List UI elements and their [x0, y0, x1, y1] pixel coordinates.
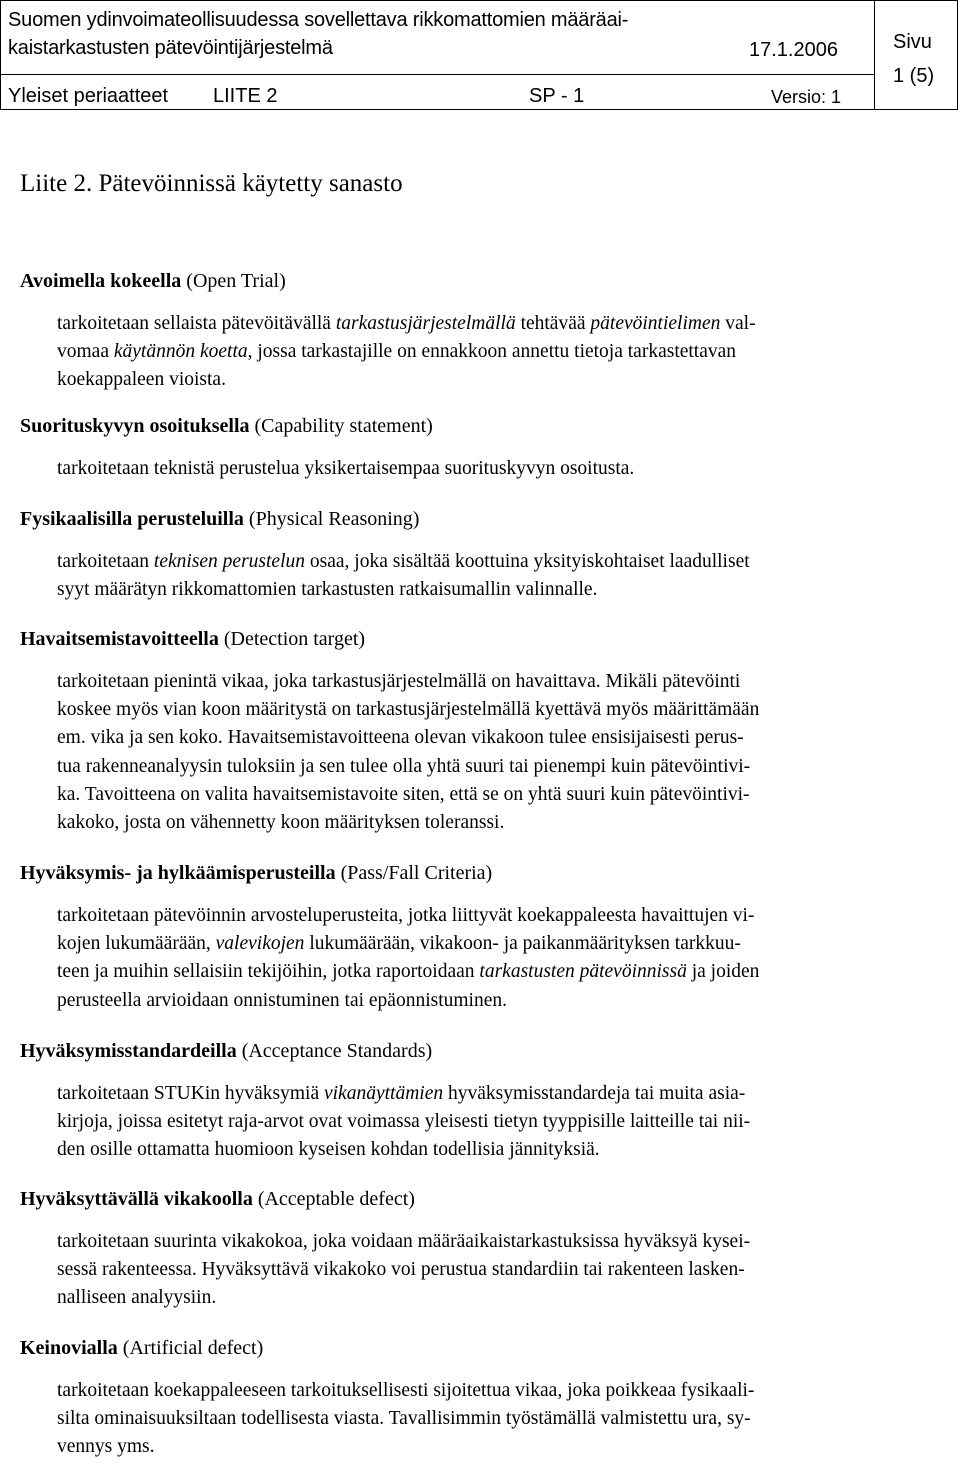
definition-text: tarkoitetaan teknistä perustelua yksikertaisempaa suorituskyvyn osoitusta.	[57, 458, 635, 479]
header-date: 17.1.2006	[749, 39, 838, 61]
glossary-term-english: (Open Trial)	[181, 270, 286, 292]
definition-line	[57, 958, 937, 986]
header-section: Yleiset periaatteet	[8, 85, 169, 107]
glossary-definition	[57, 1080, 937, 1165]
glossary-definition	[57, 455, 937, 483]
definition-text: teen ja muihin sellaisiin tekijöihin, jotka raportoidaan	[57, 961, 480, 983]
definition-line	[57, 455, 937, 483]
definition-text: osaa, joka sisältää koottuina yksityiskohtaiset laadulliset	[305, 551, 750, 572]
definition-text: ja joiden	[686, 961, 760, 983]
glossary-definition	[57, 902, 937, 1015]
definition-text: tehtävää	[515, 313, 591, 334]
definition-line	[57, 902, 937, 930]
header-title-line1: Suomen ydinvoimateollisuudessa sovellettava rikkomattomien määräai-	[8, 9, 629, 31]
glossary-term-english: (Pass/Fall Criteria)	[335, 862, 493, 884]
glossary-term	[20, 862, 492, 885]
header-right-cell	[874, 1, 957, 109]
definition-text: sessä rakenteessa. Hyväksyttävä vikakoko voi perustua standardiin tai rakenteen lasken-	[57, 1259, 745, 1281]
italic-term: vikanäyttämien	[323, 1083, 444, 1104]
definition-line	[57, 1136, 937, 1164]
glossary-definition	[57, 1377, 937, 1462]
glossary-term-english: (Artificial defect)	[117, 1337, 264, 1359]
glossary-term	[20, 1188, 415, 1211]
definition-text: ka. Tavoitteena on valita havaitsemistavoite siten, että se on yhtä suuri kuin pätevöintivi-	[57, 783, 750, 805]
italic-term: tarkastusjärjestelmällä	[335, 313, 516, 334]
glossary-term	[20, 508, 419, 531]
definition-text: vomaa	[57, 341, 114, 363]
glossary-definition	[57, 548, 937, 604]
glossary-definition	[57, 668, 937, 837]
italic-term: tarkastusten pätevöinnissä	[479, 961, 687, 983]
header-title-line2: kaistarkastusten pätevöintijärjestelmä	[8, 37, 333, 59]
definition-line	[57, 310, 937, 338]
definition-line	[57, 576, 937, 604]
italic-term: käytännön koetta	[113, 341, 248, 363]
definition-text: kakoko, josta on vähennetty koon määrityksen toleranssi.	[57, 812, 505, 834]
glossary-term	[20, 628, 365, 651]
glossary-term-english: (Detection target)	[218, 628, 366, 650]
glossary-term-english: (Acceptable defect)	[252, 1188, 415, 1210]
header-left-cell	[1, 1, 875, 109]
definition-line	[57, 338, 937, 366]
definition-text: kirjoja, joissa esitetyt raja-arvot ovat voimassa yleisesti tietyn tyyppisille laitteille tai nii-	[57, 1111, 751, 1133]
definition-text: perusteella arvioidaan onnistuminen tai epäonnistuminen.	[57, 989, 508, 1011]
definition-text: hyväksymisstandardeja tai muita asia-	[443, 1083, 746, 1104]
glossary-term	[20, 270, 286, 293]
definition-text: nalliseen analyysiin.	[57, 1287, 217, 1309]
glossary-term-name: Avoimella kokeella	[20, 270, 182, 292]
definition-text: tua rakenneanalyysin tuloksiin ja sen tulee olla yhtä suuri tai pienempi kuin pätevöintivi-	[57, 755, 751, 777]
glossary-definition	[57, 310, 937, 395]
definition-text: silta ominaisuuksiltaan todellisesta viasta. Tavallisimmin työstämällä valmistettu ura, sy-	[57, 1408, 751, 1430]
italic-term: pätevöintielimen	[590, 313, 721, 334]
glossary-term	[20, 1337, 263, 1360]
definition-line	[57, 366, 937, 394]
definition-text: kojen lukumäärään,	[57, 933, 216, 955]
definition-text: koskee myös vian koon määritystä on tarkastusjärjestelmällä kyettävä myös määrittämään	[57, 699, 760, 721]
definition-line	[57, 809, 937, 837]
definition-text: tarkoitetaan pienintä vikaa, joka tarkastusjärjestelmällä on havaittava. Mikäli pätevöinti	[57, 671, 741, 692]
definition-text: tarkoitetaan suurinta vikakokoa, joka voidaan määräaikaistarkastuksissa hyväksyä kysei-	[57, 1231, 751, 1252]
glossary-term-english: (Capability statement)	[249, 415, 433, 437]
definition-text: val-	[720, 313, 756, 334]
glossary-term-name: Hyväksymis- ja hylkäämisperusteilla	[20, 862, 336, 884]
definition-text: tarkoitetaan pätevöinnin arvosteluperusteita, jotka liittyvät koekappaleesta havaittujen vi-	[57, 905, 755, 926]
header-page-number: 1 (5)	[893, 65, 935, 87]
definition-line	[57, 668, 937, 696]
definition-line	[57, 1080, 937, 1108]
header-page-label: Sivu	[893, 31, 932, 53]
header-code: SP - 1	[529, 85, 585, 107]
document-title: Liite 2. Pätevöinnissä käytetty sanasto	[20, 170, 403, 197]
glossary-term	[20, 415, 433, 438]
definition-line	[57, 753, 937, 781]
definition-text: koekappaleen vioista.	[57, 369, 226, 391]
definition-text: vennys yms.	[57, 1436, 155, 1458]
definition-line	[57, 696, 937, 724]
glossary-term-english: (Physical Reasoning)	[243, 508, 420, 530]
definition-text: tarkoitetaan	[57, 551, 154, 572]
definition-line	[57, 548, 937, 576]
definition-text: tarkoitetaan koekappaleeseen tarkoituksellisesti sijoitettua vikaa, joka poikkeaa fysikaali-	[57, 1380, 755, 1401]
definition-text: lukumäärään, vikakoon- ja paikanmäärityksen tarkkuu-	[304, 933, 741, 955]
definition-line	[57, 930, 937, 958]
definition-text: em. vika ja sen koko. Havaitsemistavoitteena olevan vikakoon tulee ensisijaisesti perus-	[57, 727, 744, 749]
definition-line	[57, 781, 937, 809]
definition-line	[57, 1108, 937, 1136]
glossary-term-name: Fysikaalisilla perusteluilla	[20, 508, 244, 530]
header-title-row	[1, 1, 874, 75]
definition-line	[57, 987, 937, 1015]
glossary-term-name: Hyväksymisstandardeilla	[20, 1040, 237, 1062]
definition-text: , jossa tarkastajille on ennakkoon annettu tietoja tarkastettavan	[247, 341, 737, 363]
glossary-definition	[57, 1228, 937, 1313]
definition-line	[57, 724, 937, 752]
glossary-term-name: Havaitsemistavoitteella	[20, 628, 219, 650]
italic-term: valevikojen	[215, 933, 305, 955]
glossary-term-name: Suorituskyvyn osoituksella	[20, 415, 250, 437]
definition-text: syyt määrätyn rikkomattomien tarkastusten ratkaisumallin valinnalle.	[57, 579, 598, 601]
document-header	[0, 0, 958, 110]
definition-text: tarkoitetaan sellaista pätevöitävällä	[57, 313, 336, 334]
glossary-term-english: (Acceptance Standards)	[236, 1040, 433, 1062]
definition-text: tarkoitetaan STUKin hyväksymiä	[57, 1083, 324, 1104]
definition-line	[57, 1256, 937, 1284]
definition-line	[57, 1284, 937, 1312]
definition-text: den osille ottamatta huomioon kyseisen kohdan todellisia jännityksiä.	[57, 1139, 600, 1161]
definition-line	[57, 1405, 937, 1433]
italic-term: teknisen perustelun	[153, 551, 306, 572]
header-version: Versio: 1	[771, 87, 842, 107]
glossary-term-name: Keinovialla	[20, 1337, 118, 1359]
glossary-term-name: Hyväksyttävällä vikakoolla	[20, 1188, 253, 1210]
definition-line	[57, 1433, 937, 1461]
header-annex: LIITE 2	[213, 85, 278, 107]
glossary-term	[20, 1040, 432, 1063]
definition-line	[57, 1228, 937, 1256]
definition-line	[57, 1377, 937, 1405]
